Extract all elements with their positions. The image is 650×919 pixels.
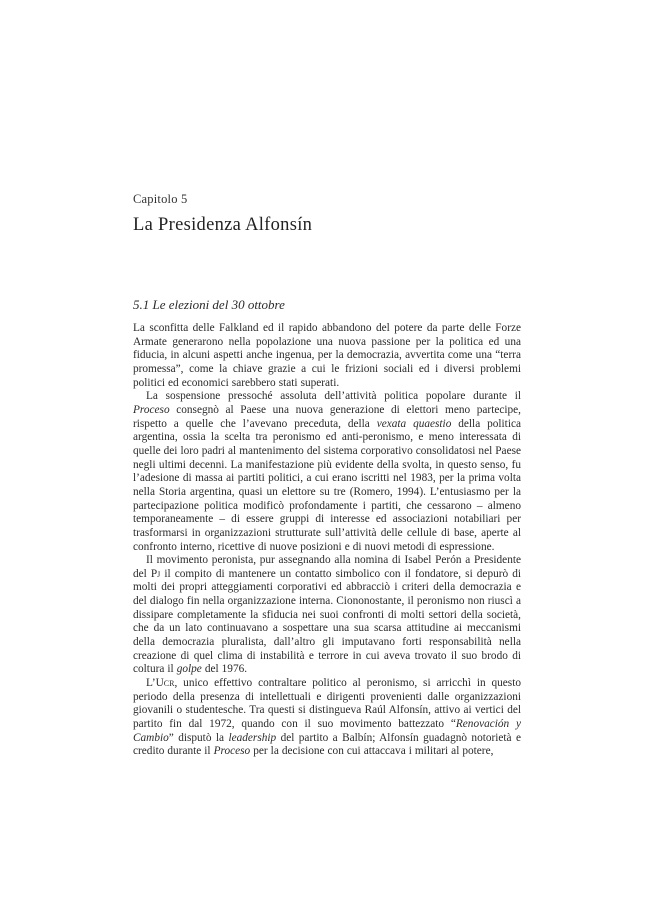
page-content — [133, 193, 521, 759]
body-text — [133, 322, 521, 759]
section-heading: 5.1 Le elezioni del 30 ottobre — [133, 297, 285, 312]
chapter-number: Capitolo 5 — [133, 192, 188, 206]
paragraph: La sconfitta delle Falkland ed il rapido abbandono del potere da parte delle Forze Armate generarono nella popolazione una nuova passione per la politica ed una fiducia, in alcuni aspetti anche ingenua, per la democrazia, avvertita come una “terra promessa”, come la chiave grazie a cui le frizioni sociali ed i diversi problemi politici ed economici sarebbero stati superati. — [133, 322, 521, 389]
paragraph: La sospensione pressoché assoluta dell’attività politica popolare durante il Proceso consegnò al Paese una nuova generazione di elettori meno partecipe, rispetto a quelle che l’avevano preceduta, della vexata quaestio della politica argentina, ossia la scelta tra peronismo ed anti-peronismo, e meno interessata di quelle dei loro padri al mantenimento del sistema corporativo consolidatosi nel Paese negli ultimi decenni. La manifestazione più evidente della svolta, in questo senso, fu l’adesione di massa ai partiti politici, a cui erano iscritti nel 1983, per la prima volta nella Storia argentina, quasi un elettore su tre (Romero, 1994). L’entusiasmo per la partecipazione politica modificò profondamente i partiti, che cessarono – almeno temporaneamente – di essere gruppi di interesse ed associazioni notabiliari per trasformarsi in organizzazioni strutturate sull’attività delle cellule di base, aperte al confronto interno, ricettive di nuove posizioni e di nuovi metodi di espressione. — [133, 390, 521, 553]
paragraph: Il movimento peronista, pur assegnando alla nomina di Isabel Perón a Presidente del Pj il compito di mantenere un contatto simbolico con il fondatore, si depurò di molti dei propri atteggiamenti corporativi ed abbracciò i criteri della democrazia e del dialogo fin nella organizzazione interna. Ciononostante, il peronismo non riuscì a dissipare completamente la sfiducia nei suoi confronti di molti settori della società, che da un lato continuavano a sospettare una sua scarsa attitudine ai meccanismi della democrazia pluralista, dall’altro gli imputavano forti responsabilità nella creazione di quel clima di instabilità e terrore in cui aveva trovato il suo brodo di coltura il golpe del 1976. — [133, 554, 522, 676]
chapter-title: La Presidenza Alfonsín — [133, 215, 313, 235]
paragraph: L’Ucr, unico effettivo contraltare politico al peronismo, si arricchì in questo periodo della presenza di intellettuali e dirigenti provenienti dalle organizzazioni giovanili o studentesche. Tra questi si distingueva Raúl Alfonsín, attivo ai vertici del partito fin dal 1972, quando con il suo movimento battezzato “Renovación y Cambio” disputò la leadership del partito a Balbín; Alfonsín guadagnò notorietà e credito durante il Proceso per la decisione con cui attaccava i militari al potere, — [133, 677, 521, 758]
